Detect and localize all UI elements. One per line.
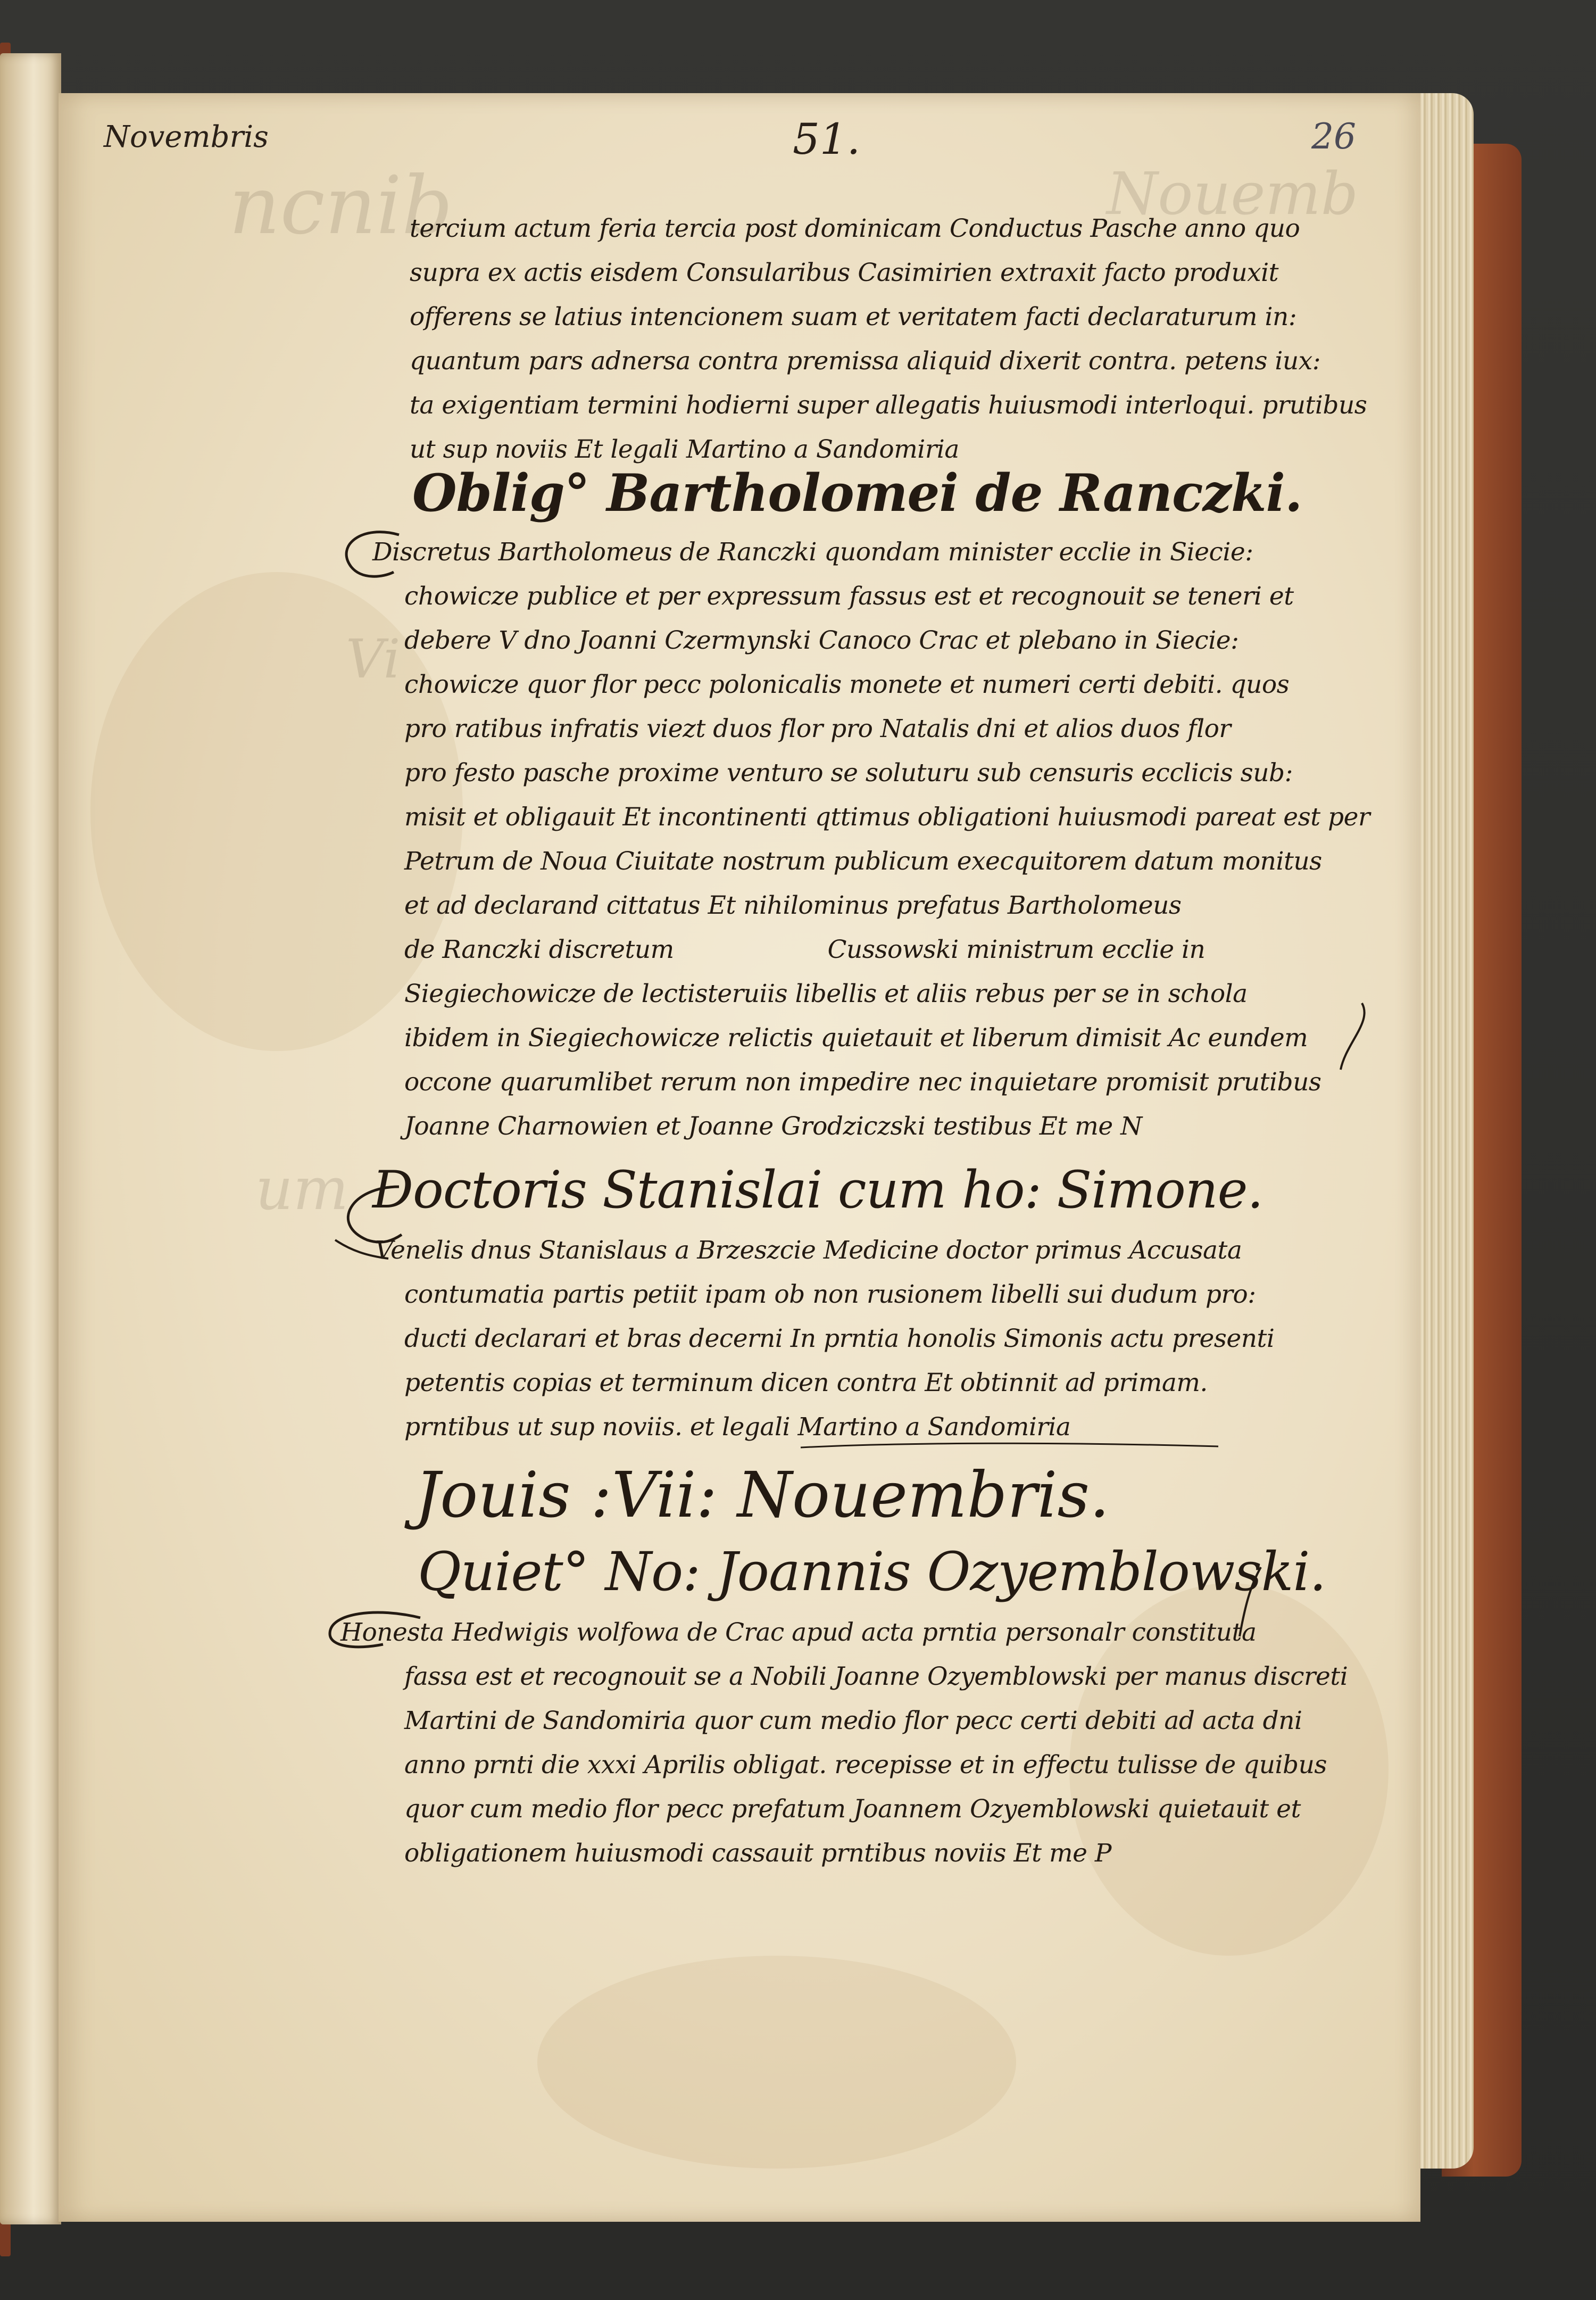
text-line: Honesta Hedwigis wolfowa de Crac apud acta prntia personalr constituta xyxy=(340,1618,1257,1647)
text-line: de Ranczki discretum Cussowski ministrum ecclie in xyxy=(404,935,1206,964)
text-line: fassa est et recognouit se a Nobili Joanne Ozyemblowski per manus discreti xyxy=(404,1662,1348,1691)
entry-heading: Quiet° No: Joannis Ozyemblowski. xyxy=(418,1541,1326,1603)
flourish-stroke xyxy=(1335,1000,1378,1075)
bleed-through-text: Vi xyxy=(346,628,401,690)
text-line: ut sup noviis Et legali Martino a Sandomiria xyxy=(410,435,959,464)
text-line: Martini de Sandomiria quor cum medio flor pecc certi debiti ad acta dni xyxy=(404,1706,1302,1735)
text-line: pro festo pasche proxime venturo se soluturu sub censuris ecclicis sub: xyxy=(404,758,1293,788)
text-line: offerens se latius intencionem suam et veritatem facti declaraturum in: xyxy=(410,302,1297,332)
text-line: quantum pars adnersa contra premissa aliquid dixerit contra. petens iux: xyxy=(410,346,1321,376)
date-heading: Jouis :Vii: Nouembris. xyxy=(415,1458,1110,1532)
bleed-through-text: ncnib xyxy=(229,160,453,252)
text-line: petentis copias et terminum dicen contra Et obtinnit ad primam. xyxy=(404,1368,1208,1397)
flourish-stroke xyxy=(330,1235,394,1267)
facing-page-edge xyxy=(0,53,61,2224)
text-line: Discretus Bartholomeus de Ranczki quondam minister ecclie in Siecie: xyxy=(372,537,1253,567)
flourish-stroke xyxy=(330,524,404,588)
text-line: quor cum medio flor pecc prefatum Joannem Ozyemblowski quietauit et xyxy=(404,1794,1301,1824)
text-line: chowicze publice et per expressum fassus est et recognouit se teneri et xyxy=(404,582,1294,611)
rule-stroke xyxy=(798,1437,1224,1453)
text-line: ducti declarari et bras decerni In prntia honolis Simonis actu presenti xyxy=(404,1324,1275,1353)
running-header-month: Novembris xyxy=(104,120,269,154)
text-line: ta exigentiam termini hodierni super allegatis huiusmodi interloqui. prutibus xyxy=(410,391,1367,420)
paper-stain xyxy=(537,1956,1016,2169)
text-line: chowicze quor flor pecc polonicalis monete et numeri certi debiti. quos xyxy=(404,670,1290,699)
text-line: Petrum de Noua Ciuitate nostrum publicum execquitorem datum monitus xyxy=(404,847,1322,876)
text-line: debere V dno Joanni Czermynski Canoco Crac et plebano in Siecie: xyxy=(404,626,1239,655)
text-line: tercium actum feria tercia post dominicam Conductus Pasche anno quo xyxy=(410,214,1300,243)
text-line: Venelis dnus Stanislaus a Brzeszcie Medicine doctor primus Accusata xyxy=(375,1236,1242,1265)
text-line: misit et obligauit Et incontinenti qttimus obligationi huiusmodi pareat est per xyxy=(404,802,1370,832)
text-line: prntibus ut sup noviis. et legali Martino a Sandomiria xyxy=(404,1412,1071,1442)
text-line: contumatia partis petiit ipam ob non rusionem libelli sui dudum pro: xyxy=(404,1280,1256,1309)
entry-heading: Doctoris Stanislai cum ho: Simone. xyxy=(372,1160,1263,1220)
text-line: et ad declarand cittatus Et nihilominus prefatus Bartholomeus xyxy=(404,891,1182,920)
text-line: ibidem in Siegiechowicze relictis quietauit et liberum dimisit Ac eundem xyxy=(404,1023,1308,1053)
bleed-through-text: Nouemb xyxy=(1107,160,1359,228)
entry-heading: Oblig° Bartholomei de Ranczki. xyxy=(412,463,1302,523)
text-line: supra ex actis eisdem Consularibus Casimirien extraxit facto produxit xyxy=(410,258,1279,287)
text-line: occone quarumlibet rerum non impedire nec inquietare promisit prutibus xyxy=(404,1068,1321,1097)
text-line: Siegiechowicze de lectisteruiis libellis et aliis rebus per se in schola xyxy=(404,979,1248,1008)
flourish-stroke xyxy=(319,1607,426,1655)
text-line: anno prnti die xxxi Aprilis obligat. recepisse et in effectu tulisse de quibus xyxy=(404,1750,1327,1780)
text-line: Joanne Charnowien et Joanne Grodziczski testibus Et me N xyxy=(404,1112,1142,1141)
page-number: 51. xyxy=(793,114,861,164)
text-line: obligationem huiusmodi cassauit prntibus noviis Et me P xyxy=(404,1839,1111,1868)
text-line: pro ratibus infratis viezt duos flor pro Natalis dni et alios duos flor xyxy=(404,714,1231,743)
bleed-through-text: um xyxy=(255,1155,349,1223)
flourish-stroke xyxy=(1229,1565,1271,1639)
folio-number: 26 xyxy=(1311,116,1356,157)
